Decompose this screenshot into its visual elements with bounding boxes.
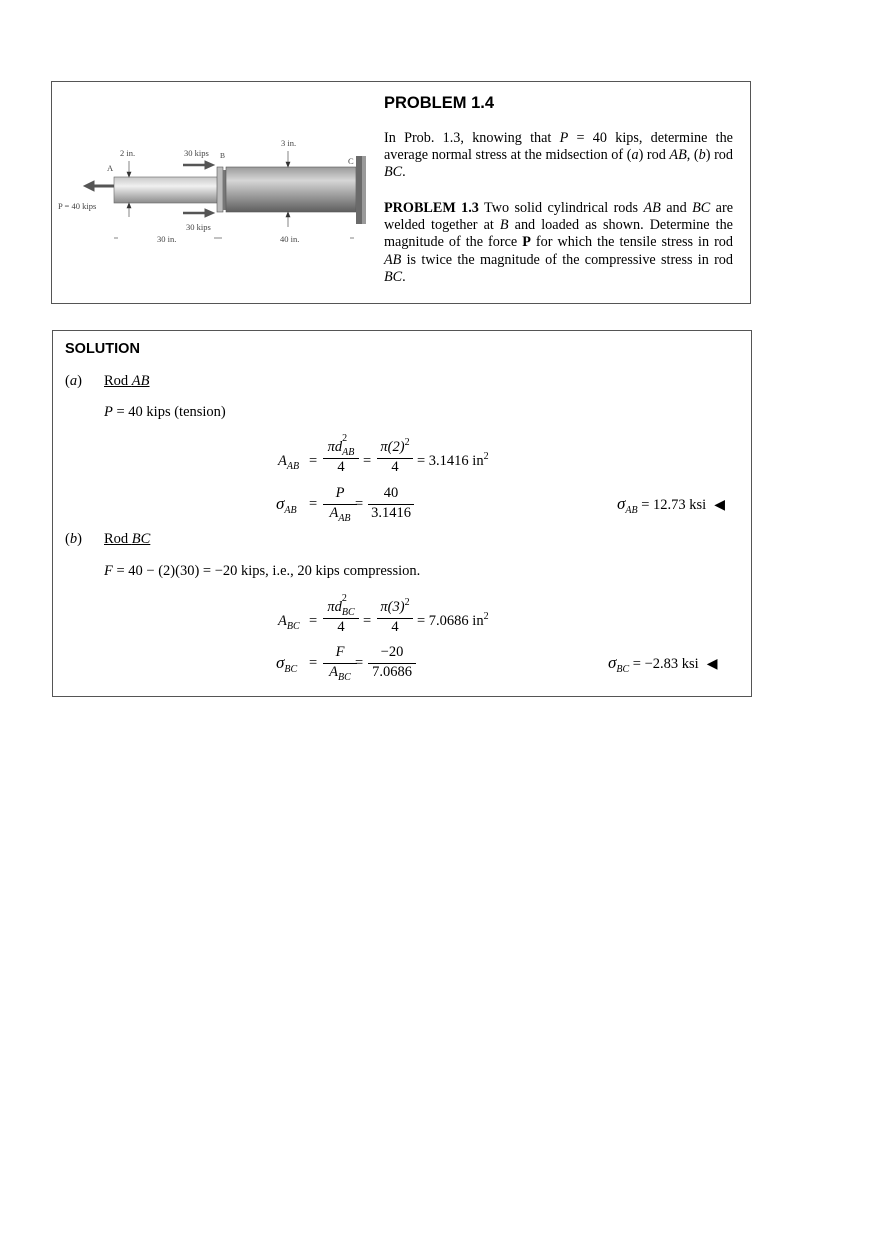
fraction-denominator: 4 bbox=[337, 459, 345, 475]
text-run: F bbox=[104, 563, 113, 579]
part-b-heading bbox=[104, 531, 150, 548]
text-run: AB bbox=[625, 505, 638, 516]
eq-sign: = bbox=[309, 613, 318, 629]
area-ab-result bbox=[417, 453, 489, 470]
area-bc-fraction-formula bbox=[323, 593, 359, 636]
part-a-label bbox=[65, 373, 82, 390]
load-bottom-label: 30 kips bbox=[186, 222, 211, 232]
rod-ab bbox=[114, 177, 218, 203]
dim-bc-diameter-label: 3 in. bbox=[281, 138, 297, 148]
text-run: Two solid cylindrical rods bbox=[478, 200, 644, 216]
text-run: BC bbox=[284, 664, 298, 675]
len-ab-label: 30 in. bbox=[157, 234, 177, 244]
text-run: A bbox=[278, 613, 287, 629]
problem-title: PROBLEM 1.4 bbox=[384, 94, 495, 112]
text-run: σ bbox=[276, 494, 285, 513]
text-run: are welded together at bbox=[384, 200, 733, 234]
text-run: AB bbox=[342, 447, 355, 458]
text-run: P bbox=[522, 234, 531, 251]
solution-box bbox=[52, 330, 752, 697]
text-run: ) rod bbox=[638, 147, 670, 164]
sigma-bc-lhs bbox=[276, 653, 297, 673]
eq-sign: = bbox=[355, 496, 364, 512]
sigma-ab-fraction-values bbox=[368, 485, 414, 522]
text-run: ( bbox=[65, 531, 70, 547]
part-b-given bbox=[104, 563, 420, 580]
text-run: AB bbox=[384, 251, 402, 268]
text-run: σ bbox=[617, 494, 626, 513]
force-p-label: P = 40 kips bbox=[58, 201, 97, 211]
text-run: BC bbox=[384, 268, 403, 285]
problem-box bbox=[51, 81, 751, 304]
sigma-bc-fraction-values bbox=[368, 644, 416, 681]
load-arrow-top bbox=[183, 161, 214, 169]
text-run: πd bbox=[327, 599, 342, 615]
text-run: In Prob. 1.3, knowing that bbox=[384, 130, 560, 146]
area-ab-fraction-values bbox=[377, 439, 413, 476]
answer-sigma-ab bbox=[617, 494, 725, 514]
fraction-numerator bbox=[377, 599, 413, 616]
fraction-numerator: −20 bbox=[380, 644, 404, 660]
len-bc-label: 40 in. bbox=[280, 234, 300, 244]
area-bc-lhs bbox=[278, 613, 300, 630]
text-run: BC bbox=[131, 531, 151, 547]
eq-sign: = bbox=[309, 655, 318, 671]
text-run: = 40 kips (tension) bbox=[112, 404, 226, 420]
text-run: π(2) bbox=[380, 439, 405, 455]
fraction-denominator: 4 bbox=[337, 619, 345, 635]
text-run: AB bbox=[338, 513, 351, 524]
solution-title: SOLUTION bbox=[65, 341, 140, 357]
point-c-label: C bbox=[348, 156, 354, 166]
collar-b bbox=[217, 167, 226, 212]
part-a-heading bbox=[104, 373, 150, 390]
text-run: σ bbox=[276, 653, 285, 672]
area-ab-fraction-formula bbox=[323, 433, 359, 476]
fraction-denominator: 7.0686 bbox=[372, 664, 412, 680]
eq-sign: = bbox=[309, 496, 318, 512]
text-run: ) bbox=[77, 373, 82, 389]
text-run: AB bbox=[284, 505, 297, 516]
text-run: BC bbox=[338, 672, 351, 683]
text-run: a bbox=[631, 147, 639, 164]
script-stack bbox=[341, 593, 355, 618]
text-run: π(3) bbox=[380, 599, 405, 615]
sigma-ab-fraction-formula bbox=[323, 485, 357, 522]
rod-figure bbox=[56, 134, 376, 254]
answer-marker-icon: ◀ bbox=[714, 497, 725, 513]
eq-sign: = bbox=[309, 453, 318, 469]
text-run: ( bbox=[65, 373, 70, 389]
text-run: ) rod bbox=[705, 147, 733, 164]
text-run: = −2.83 ksi bbox=[629, 656, 699, 672]
text-run: is twice the magnitude of the compressive stress in rod bbox=[401, 251, 733, 268]
text-run: = 7.0686 in bbox=[417, 613, 484, 629]
text-run: A bbox=[329, 505, 339, 521]
text-run: AB bbox=[286, 461, 300, 472]
answer-sigma-bc bbox=[608, 653, 717, 673]
text-run: 2 bbox=[483, 451, 489, 462]
fraction-denominator: 3.1416 bbox=[371, 505, 411, 521]
part-a-given bbox=[104, 404, 226, 421]
text-run: BC bbox=[384, 164, 403, 181]
text-run: 2 bbox=[404, 437, 410, 448]
area-bc-fraction-values bbox=[377, 599, 413, 636]
text-run: Rod bbox=[104, 531, 132, 547]
eq-sign: = bbox=[355, 655, 364, 671]
text-run: σ bbox=[608, 653, 617, 672]
load-arrow-bottom bbox=[183, 209, 214, 217]
text-run: P bbox=[559, 130, 569, 146]
text-run: A bbox=[278, 453, 287, 469]
fraction-denominator: 4 bbox=[391, 619, 399, 635]
text-run: A bbox=[329, 664, 339, 680]
text-run: . bbox=[402, 268, 406, 285]
text-run: πd bbox=[327, 439, 343, 455]
text-run: 2 bbox=[342, 433, 348, 444]
text-run: AB bbox=[669, 147, 687, 164]
part-b-label bbox=[65, 531, 82, 548]
text-run: BC bbox=[616, 664, 630, 675]
text-run: b bbox=[698, 147, 706, 164]
wall-support bbox=[356, 156, 366, 224]
point-a-label: A bbox=[107, 163, 114, 173]
text-run: and loaded as shown. Determine the magnitude of the force bbox=[384, 217, 733, 251]
text-run: Rod bbox=[104, 373, 132, 389]
fraction-numerator: P bbox=[335, 485, 345, 501]
text-run: = 3.1416 in bbox=[417, 453, 484, 469]
text-run: = 40 kips, determine the average normal stress at the midsection of ( bbox=[384, 130, 733, 164]
fraction-numerator bbox=[377, 439, 413, 456]
text-run: . bbox=[402, 164, 406, 181]
fraction-denominator: 4 bbox=[391, 459, 399, 475]
text-run: BC bbox=[286, 621, 300, 632]
text-run: and bbox=[660, 200, 693, 216]
fraction-numerator bbox=[323, 433, 359, 458]
rod-bc bbox=[226, 167, 356, 212]
text-run: = 40 − (2)(30) = −20 kips, i.e., 20 kips compression. bbox=[112, 563, 421, 579]
sigma-ab-lhs bbox=[276, 494, 297, 514]
fraction-denominator bbox=[323, 664, 357, 681]
load-top-label: 30 kips bbox=[184, 148, 209, 158]
text-run: 2 bbox=[341, 593, 347, 604]
text-run: AB bbox=[131, 373, 150, 389]
sigma-bc-fraction-formula bbox=[323, 644, 357, 681]
text-run: = 12.73 ksi bbox=[637, 497, 707, 513]
text-run: b bbox=[69, 531, 78, 547]
point-b-label: B bbox=[220, 151, 226, 160]
text-run: 2 bbox=[404, 597, 410, 608]
text-run: BC bbox=[341, 607, 355, 618]
text-run: a bbox=[69, 373, 78, 389]
eq-sign: = bbox=[363, 613, 372, 629]
fraction-denominator bbox=[323, 505, 357, 522]
problem-intro-text bbox=[384, 130, 733, 182]
text-run: 2 bbox=[483, 611, 489, 622]
text-run: B bbox=[499, 217, 509, 234]
fraction-numerator: 40 bbox=[383, 485, 399, 501]
dim-ab-diameter-label: 2 in. bbox=[120, 148, 136, 158]
area-bc-result bbox=[417, 613, 489, 630]
fraction-numerator: F bbox=[335, 644, 345, 660]
related-problem-label: PROBLEM 1.3 bbox=[384, 200, 479, 216]
text-run: BC bbox=[692, 200, 711, 216]
text-run: for which the tensile stress in rod bbox=[530, 234, 733, 251]
eq-sign: = bbox=[363, 453, 372, 469]
fraction-numerator bbox=[323, 593, 359, 618]
text-run: AB bbox=[643, 200, 661, 216]
script-stack bbox=[342, 433, 355, 458]
answer-marker-icon: ◀ bbox=[706, 656, 718, 672]
related-problem-text bbox=[384, 200, 733, 286]
text-run: , ( bbox=[686, 147, 699, 164]
area-ab-lhs bbox=[278, 453, 299, 470]
force-arrow bbox=[84, 181, 114, 191]
text-run: ) bbox=[77, 531, 82, 547]
text-run: P bbox=[104, 404, 113, 420]
